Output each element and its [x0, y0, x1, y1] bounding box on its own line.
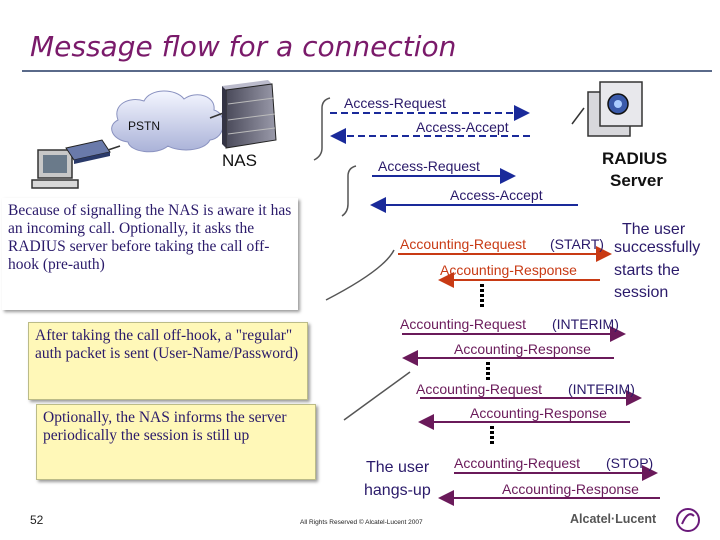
- ellipsis-dots-2: [486, 362, 490, 380]
- label-stop-tag: (STOP): [606, 455, 654, 471]
- label-access-accept-1: Access-Accept: [416, 119, 509, 135]
- bracket-auth: [342, 166, 356, 216]
- label-interim-tag-2: (INTERIM): [568, 381, 635, 397]
- note-periodic-update: Optionally, the NAS informs the server periodically the session is still up: [36, 404, 316, 480]
- copyright-text: All Rights Reserved © Alcatel-Lucent 2007: [300, 519, 423, 526]
- note-preauth: Because of signalling the NAS is aware it has an incoming call. Optionally, it asks the RADIUS server before taking the call off-hook (pre-auth): [2, 198, 298, 310]
- label-accounting-request-interim-2: Accounting-Request: [416, 381, 543, 397]
- radius-label-line2: Server: [610, 171, 663, 190]
- page-number: 52: [30, 513, 44, 527]
- label-access-request-2: Access-Request: [378, 158, 480, 174]
- connector-note3: [344, 372, 410, 420]
- nas-icon: [222, 80, 276, 148]
- label-interim-tag-1: (INTERIM): [552, 316, 619, 332]
- nas-label: NAS: [222, 151, 257, 170]
- label-access-request-1: Access-Request: [344, 95, 446, 111]
- radius-server-icon: [572, 82, 642, 136]
- brand-name: Alcatel·Lucent: [570, 512, 657, 526]
- note-regular-auth: After taking the call off-hook, a "regular" auth packet is sent (User-Name/Password): [28, 322, 308, 400]
- label-accounting-response-start: Accounting-Response: [440, 262, 577, 278]
- label-accounting-request-interim-1: Accounting-Request: [400, 316, 527, 332]
- label-accounting-request-stop: Accounting-Request: [454, 455, 581, 471]
- note-user-hangs: The user hangs-up: [364, 459, 431, 499]
- pstn-label: PSTN: [128, 119, 161, 133]
- ellipsis-dots-1: [480, 284, 484, 307]
- page-title: Message flow for a connection: [30, 30, 457, 63]
- label-accounting-request-start: Accounting-Request: [400, 236, 527, 252]
- bracket-preauth: [314, 98, 330, 160]
- ellipsis-dots-3: [490, 426, 494, 444]
- label-accounting-response-stop: Accounting-Response: [502, 481, 639, 497]
- label-accounting-response-interim-1: Accounting-Response: [454, 341, 591, 357]
- radius-label-line1: RADIUS: [602, 149, 668, 168]
- label-accounting-response-interim-2: Accounting-Response: [470, 405, 607, 421]
- alcatel-lucent-logo: [677, 509, 699, 531]
- connector-note2: [326, 250, 394, 300]
- note-user-starts: The user successfully starts the session: [614, 221, 701, 301]
- label-access-accept-2: Access-Accept: [450, 187, 543, 203]
- label-start-tag: (START): [550, 236, 604, 252]
